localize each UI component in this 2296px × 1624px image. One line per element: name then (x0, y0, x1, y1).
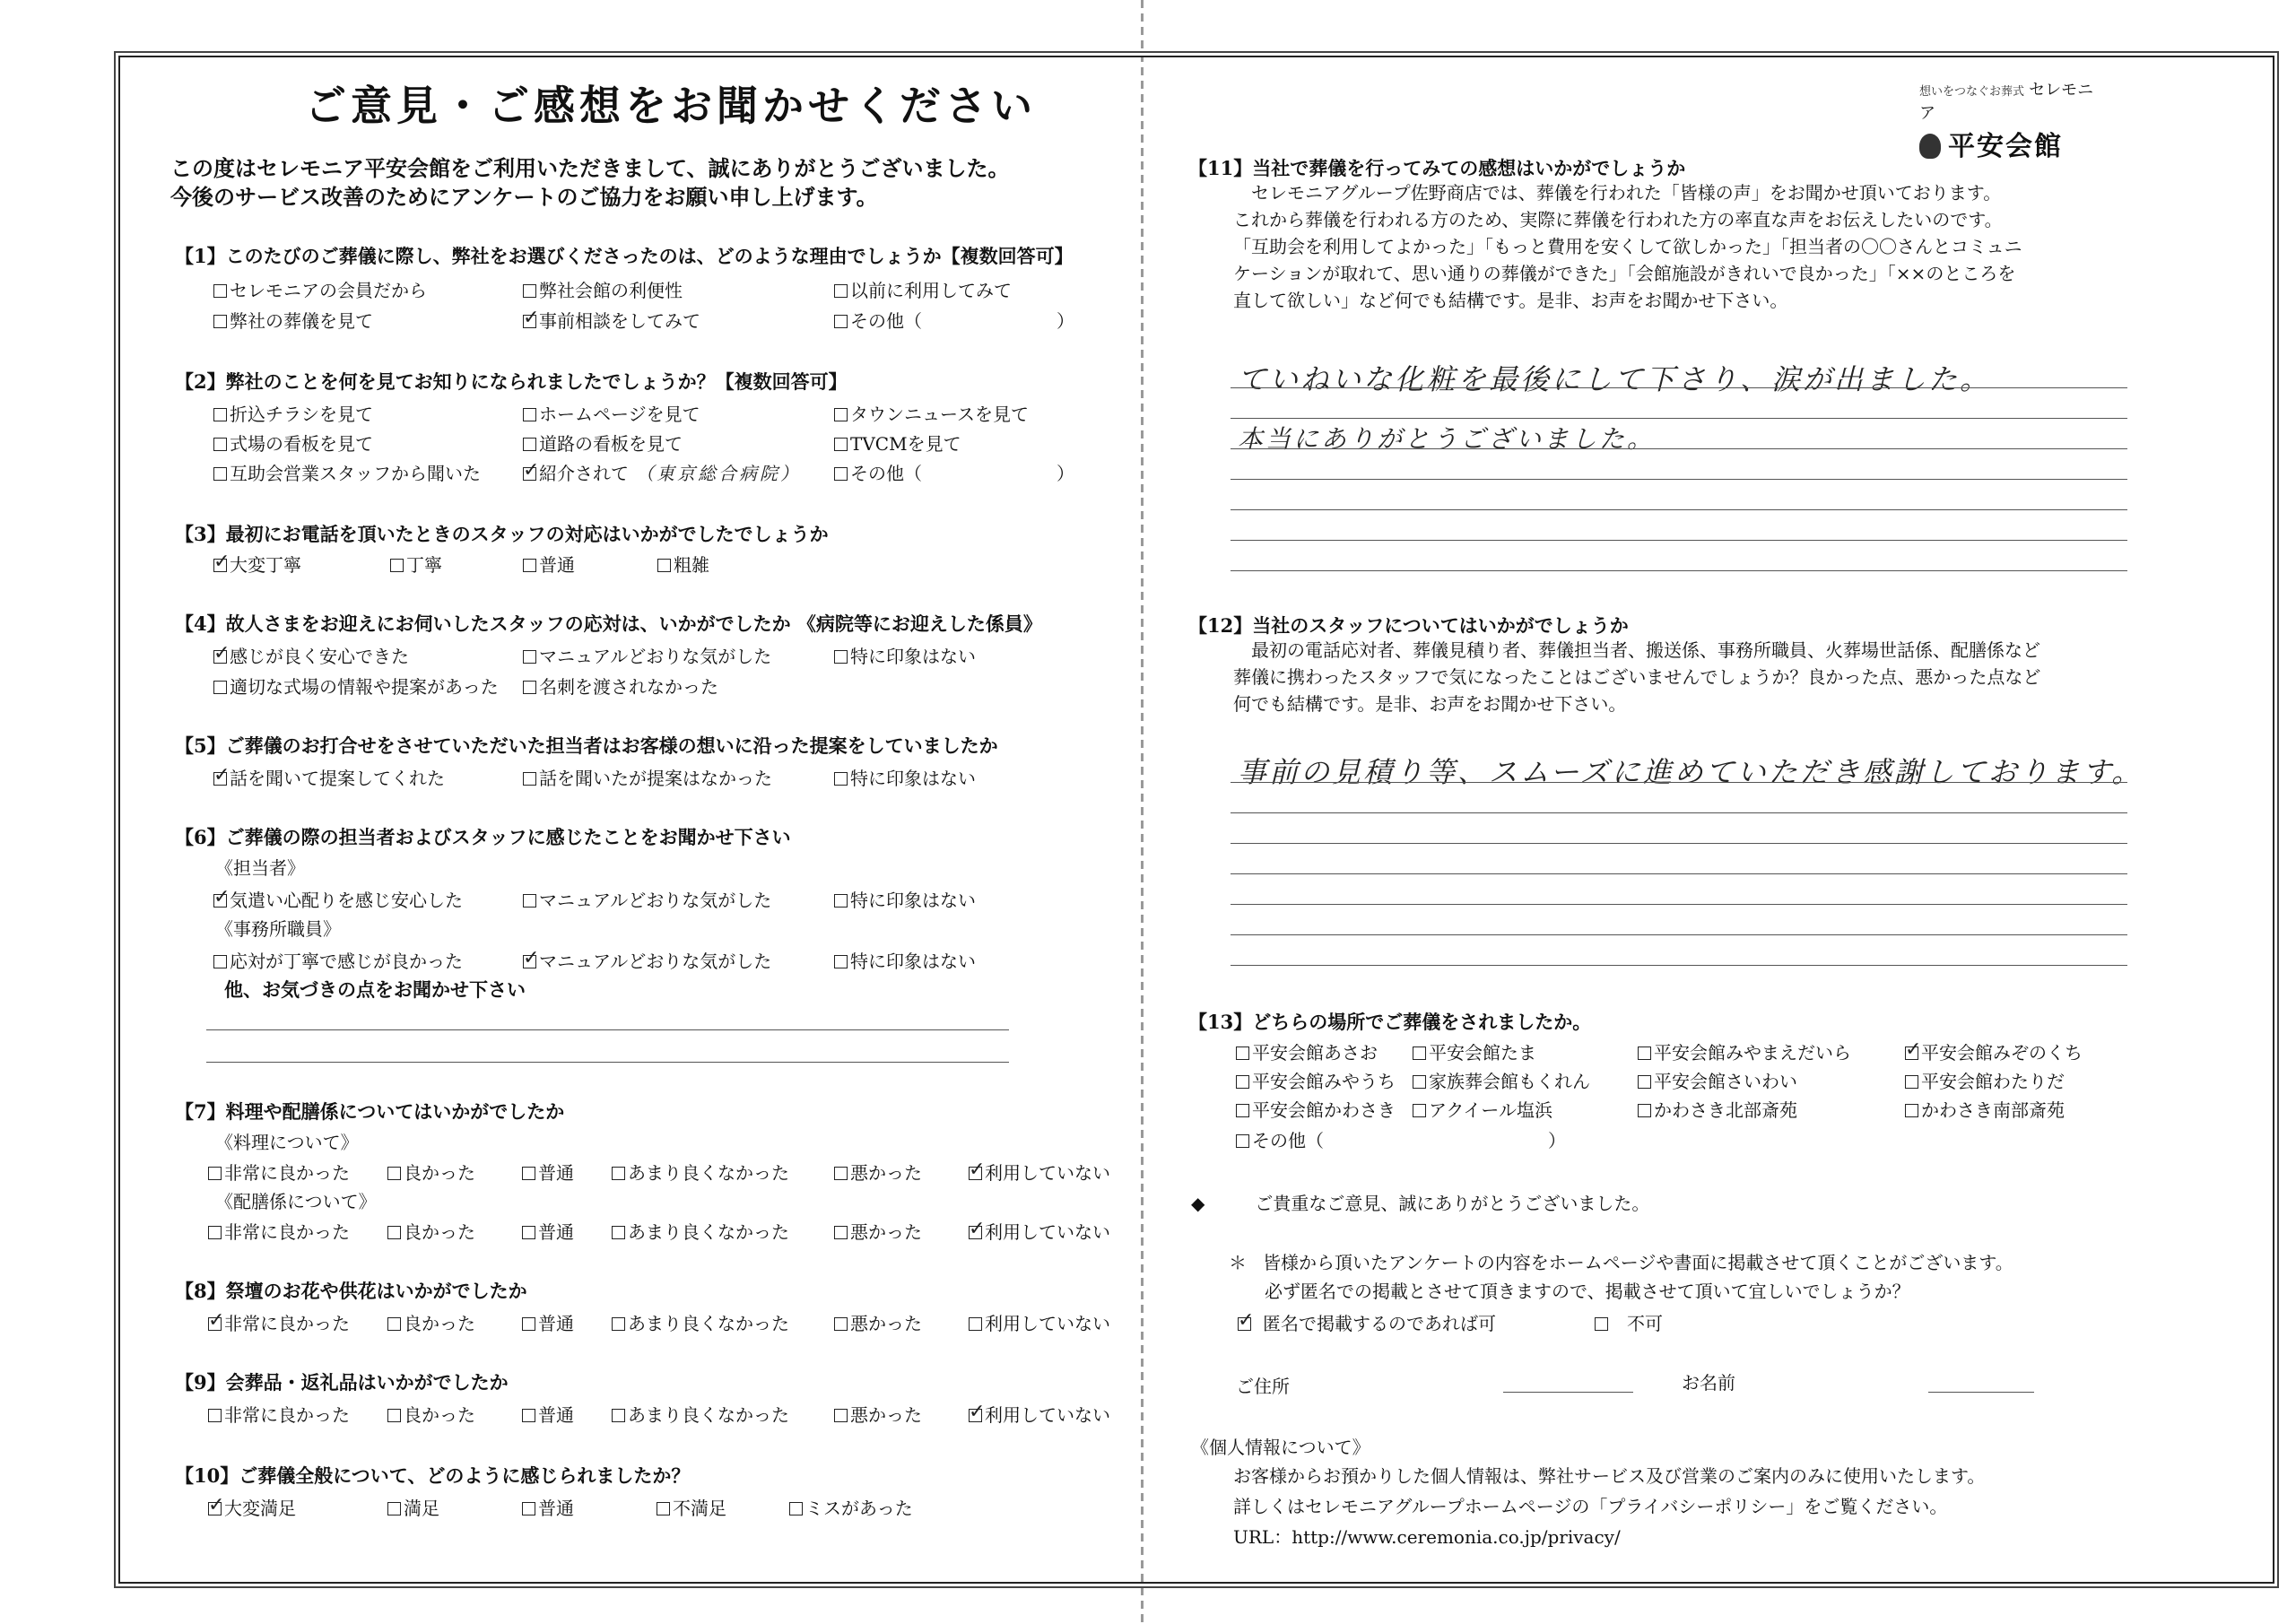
checkbox[interactable] (208, 1226, 222, 1239)
q5-title: 【5】ご葬儀のお打合せをさせていただいた担当者はお客様の想いに沿った提案をしていましたか (175, 734, 998, 757)
q7-food-option[interactable]: 非常に良かった (208, 1159, 350, 1185)
write-line[interactable] (1231, 387, 2127, 388)
checkbox[interactable] (1413, 1104, 1426, 1117)
checkbox[interactable] (213, 955, 227, 968)
address-label: ご住所 (1236, 1376, 1290, 1397)
checkbox[interactable] (387, 1502, 401, 1515)
q7-food-option[interactable]: 普通 (522, 1159, 574, 1185)
checkbox[interactable] (213, 681, 227, 694)
checkbox[interactable] (834, 1409, 848, 1422)
checkbox[interactable] (969, 1317, 982, 1331)
write-line[interactable] (1231, 782, 2127, 783)
checkbox[interactable] (523, 438, 536, 451)
q7-sub-serving: 《配膳係について》 (215, 1191, 377, 1212)
write-line[interactable] (1231, 448, 2127, 449)
checkbox[interactable] (657, 1502, 670, 1515)
q10-option[interactable]: ミスがあった (789, 1494, 913, 1520)
q1-option[interactable]: その他（ ） (834, 307, 1074, 333)
write-line[interactable] (1231, 843, 2127, 844)
privacy-url[interactable]: URL：http://www.ceremonia.co.jp/privacy/ (1233, 1526, 1621, 1548)
q1-option[interactable]: 弊社の葬儀を見て (213, 307, 373, 333)
q5-option[interactable]: 話を聞いたが提案はなかった (523, 764, 772, 790)
checkbox[interactable] (213, 559, 227, 572)
q2-option[interactable]: 式場の看板を見て (213, 430, 373, 456)
q8-option[interactable]: 普通 (522, 1309, 574, 1335)
write-line[interactable] (1231, 965, 2127, 966)
q6-other-label: 他、お気づきの点をお聞かせ下さい (224, 978, 526, 1001)
q11-title: 【11】当社で葬儀を行ってみての感想はいかがでしょうか (1188, 157, 1686, 179)
checkbox[interactable] (522, 1226, 535, 1239)
privacy-title: 《個人情報について》 (1191, 1437, 1370, 1458)
checkbox[interactable] (522, 1167, 535, 1180)
name-field[interactable] (1928, 1392, 2034, 1393)
write-line[interactable] (206, 1029, 1009, 1030)
checkbox[interactable] (522, 1317, 535, 1331)
q11-description: セレモニアグループ佐野商店では、葬儀を行われた「皆様の声」をお聞かせ頂いております。 これから葬儀を行われる方のため、実際に葬儀を行われた方の率直な声をお伝えしたいのです。 「互助会を利用してよかった」「もっと費用を安くして欲しかった」「担当者の〇〇さんとコミュニ ケーションが取れて、思い通りの葬儀ができた」「会館施設がきれいで良かった」「××のところを 直して欲しい」など何でも結構です。是非、お声をお聞かせ下さい。 (1233, 182, 2022, 311)
checkbox[interactable] (523, 955, 536, 968)
checkbox[interactable] (1595, 1317, 1608, 1331)
publish-yes-option-checked[interactable]: ✓匿名で掲載するのであれば可 (1238, 1309, 1496, 1335)
write-line[interactable] (1231, 904, 2127, 905)
handwritten-note: （東京総合病院） (636, 463, 801, 484)
q1-option[interactable]: セレモニアの会員だから (213, 276, 427, 302)
checkbox[interactable] (387, 1226, 401, 1239)
checkbox[interactable] (523, 284, 536, 298)
q7-serving-option-checked[interactable]: ✓ 利用していない (969, 1218, 1110, 1244)
q8-option[interactable]: 良かった (387, 1309, 475, 1335)
q6-option-checked[interactable]: ✓ マニュアルどおりな気がした (523, 947, 771, 973)
checkbox[interactable] (208, 1317, 222, 1331)
checkbox[interactable] (213, 408, 227, 421)
q1-option[interactable]: 以前に利用してみて (834, 276, 1012, 302)
publish-notice: ＊ 皆様から頂いたアンケートの内容をホームページや書面に掲載させて頂くことがございます。 (1229, 1252, 2013, 1273)
q1-title: 【1】このたびのご葬儀に際し、弊社をお選びくださったのは、どのような理由でしょうか【複数回答可】 (175, 245, 1074, 267)
write-line[interactable] (1231, 873, 2127, 874)
page-title: ご意見・ご感想をお聞かせください (305, 82, 1037, 130)
checkbox[interactable] (213, 315, 227, 328)
q13-option[interactable]: アクイール塩浜 (1413, 1096, 1552, 1122)
q13-option-checked[interactable]: ✓ 平安会館みぞのくち (1905, 1038, 2083, 1064)
q4-option[interactable]: 適切な式場の情報や提案があった (213, 673, 499, 699)
q7-food-option[interactable]: あまり良くなかった (612, 1159, 789, 1185)
checkbox[interactable] (390, 559, 404, 572)
checkbox[interactable] (213, 772, 227, 786)
q4-option[interactable]: 特に印象はない (834, 642, 976, 668)
q11-handwritten-answer-2: 本当にありがとうございました。 (1238, 424, 1656, 454)
q13-option[interactable]: かわさき南部斎苑 (1905, 1096, 2065, 1122)
checkbox[interactable] (1638, 1046, 1651, 1060)
q10-option[interactable]: 不満足 (657, 1494, 726, 1520)
q13-option[interactable]: 平安会館みやまえだいら (1638, 1038, 1851, 1064)
write-line[interactable] (1231, 934, 2127, 935)
address-field[interactable] (1503, 1392, 1633, 1393)
checkbox[interactable] (523, 559, 536, 572)
q3-title: 【3】最初にお電話を頂いたときのスタッフの対応はいかがでしたでしょうか (175, 523, 829, 545)
write-line[interactable] (1231, 812, 2127, 813)
publish-no-option[interactable]: 不可 (1595, 1309, 1663, 1335)
checkbox[interactable] (834, 467, 848, 481)
q9-option[interactable]: 良かった (387, 1401, 475, 1427)
checkbox[interactable] (523, 408, 536, 421)
checkbox[interactable] (1905, 1046, 1918, 1060)
q12-title: 【12】当社のスタッフについてはいかがでしょうか (1188, 614, 1629, 637)
checkbox[interactable] (213, 438, 227, 451)
write-line[interactable] (1231, 570, 2127, 571)
q8-option-checked[interactable]: ✓非常に良かった (208, 1309, 350, 1335)
checkbox[interactable] (612, 1317, 625, 1331)
write-line[interactable] (206, 1062, 1009, 1063)
checkbox[interactable] (1905, 1075, 1918, 1089)
q4-option-checked[interactable]: ✓感じが良く安心できた (213, 642, 409, 668)
q11-handwritten-answer-1: ていねいな化粧を最後にして下さり、涙が出ました。 (1238, 362, 1992, 396)
publish-question: 必ず匿名での掲載とさせて頂きますので、掲載させて頂いて宜しいでしょうか？ (1265, 1281, 1910, 1302)
checkbox[interactable] (523, 681, 536, 694)
q2-option[interactable]: その他（ ） (834, 459, 1074, 485)
checkbox[interactable] (1905, 1104, 1918, 1117)
privacy-line-1: お客様からお預かりした個人情報は、弊社サービス及び営業のご案内のみに使用いたします。 (1233, 1465, 1986, 1487)
checkbox[interactable] (834, 894, 848, 908)
write-line[interactable] (1231, 509, 2127, 510)
q7-serving-option[interactable]: 良かった (387, 1218, 475, 1244)
q6-option[interactable]: 特に印象はない (834, 947, 976, 973)
q9-title: 【9】会葬品・返礼品はいかがでしたか (175, 1371, 509, 1394)
q8-option[interactable]: 悪かった (834, 1309, 922, 1335)
q7-title: 【7】料理や配膳係についてはいかがでしたか (175, 1100, 565, 1123)
checkbox[interactable] (213, 894, 227, 908)
q2-option-checked[interactable]: ✓ 紹介されて （東京総合病院） (523, 459, 801, 485)
q2-option[interactable]: TVCMを見て (834, 430, 961, 456)
checkbox[interactable] (834, 315, 848, 328)
q10-option[interactable]: 普通 (522, 1494, 574, 1520)
checkbox[interactable] (387, 1317, 401, 1331)
q4-title: 【4】故人さまをお迎えにお伺いしたスタッフの応対は、いかがでしたか 《病院等にお迎えした係員》 (175, 612, 1042, 635)
checkbox[interactable] (1638, 1075, 1651, 1089)
q3-option-checked[interactable]: ✓大変丁寧 (213, 551, 301, 577)
checkbox[interactable] (1236, 1075, 1249, 1089)
checkbox[interactable] (1236, 1104, 1249, 1117)
checkbox[interactable] (612, 1226, 625, 1239)
checkbox[interactable] (834, 1317, 848, 1331)
q9-option[interactable]: 非常に良かった (208, 1401, 350, 1427)
checkbox[interactable] (522, 1502, 535, 1515)
q2-option[interactable]: 折込チラシを見て (213, 400, 373, 426)
q6-sub-staff: 《担当者》 (215, 857, 305, 879)
q7-serving-option[interactable]: 普通 (522, 1218, 574, 1244)
checkbox[interactable] (1236, 1134, 1249, 1148)
q13-option[interactable]: 平安会館かわさき (1236, 1096, 1396, 1122)
q13-option[interactable]: 平安会館あさお (1236, 1038, 1378, 1064)
q9-option[interactable]: あまり良くなかった (612, 1401, 789, 1427)
q8-option[interactable]: 利用していない (969, 1309, 1110, 1335)
checkbox[interactable] (522, 1409, 535, 1422)
q2-option[interactable]: 互助会営業スタッフから聞いた (213, 459, 481, 485)
q1-option[interactable]: 弊社会館の利便性 (523, 276, 683, 302)
checkbox[interactable] (523, 650, 536, 664)
checkbox[interactable] (1413, 1046, 1426, 1060)
q5-option[interactable]: 特に印象はない (834, 764, 976, 790)
checkbox[interactable] (1236, 1046, 1249, 1060)
checkbox[interactable] (969, 1167, 982, 1180)
q12-handwritten-answer: 事前の見積り等、スムーズに進めていただき感謝しております。 (1238, 755, 2144, 789)
q13-option[interactable]: その他（ ） (1236, 1126, 1566, 1152)
checkbox[interactable] (523, 772, 536, 786)
q9-option[interactable]: 悪かった (834, 1401, 922, 1427)
checkbox[interactable] (834, 1167, 848, 1180)
q6-option[interactable]: マニュアルどおりな気がした (523, 886, 771, 912)
checkbox[interactable] (208, 1409, 222, 1422)
q13-option[interactable]: 平安会館みやうち (1236, 1067, 1396, 1093)
company-logo: 想いをつなぐお葬式 セレモニア 平安会館 (1919, 81, 2094, 162)
intro-text: この度はセレモニア平安会館をご利用いただきまして、誠にありがとうございました。 今後のサービス改善のためにアンケートのご協力をお願い申し上げます。 (170, 155, 1010, 210)
write-line[interactable] (1231, 418, 2127, 419)
q13-option[interactable]: 平安会館たま (1413, 1038, 1536, 1064)
checkbox[interactable] (1413, 1075, 1426, 1089)
checkbox[interactable] (523, 894, 536, 908)
q13-option[interactable]: 平安会館さいわい (1638, 1067, 1797, 1093)
q13-option[interactable]: かわさき北部斎苑 (1638, 1096, 1797, 1122)
q9-option-checked[interactable]: ✓ 利用していない (969, 1401, 1110, 1427)
q10-option[interactable]: 満足 (387, 1494, 439, 1520)
q6-sub-office: 《事務所職員》 (215, 918, 341, 940)
q13-option[interactable]: 平安会館わたりだ (1905, 1067, 2065, 1093)
checkbox[interactable] (1638, 1104, 1651, 1117)
q8-option[interactable]: あまり良くなかった (612, 1309, 789, 1335)
q6-option-checked[interactable]: ✓気遣い心配りを感じ安心した (213, 886, 463, 912)
checkbox[interactable] (387, 1409, 401, 1422)
q3-option[interactable]: 丁寧 (390, 551, 442, 577)
q7-serving-option[interactable]: 非常に良かった (208, 1218, 350, 1244)
checkbox[interactable] (657, 559, 671, 572)
q7-serving-option[interactable]: 悪かった (834, 1218, 922, 1244)
name-label: お名前 (1682, 1372, 1735, 1394)
checkbox[interactable] (208, 1167, 222, 1180)
q6-option[interactable]: 特に印象はない (834, 886, 976, 912)
q2-title: 【2】弊社のことを何を見てお知りになられましたでしょうか？【複数回答可】 (175, 370, 848, 393)
q4-option[interactable]: マニュアルどおりな気がした (523, 642, 771, 668)
q13-title: 【13】どちらの場所でご葬儀をされましたか。 (1188, 1011, 1592, 1033)
q10-title: 【10】ご葬儀全般について、どのように感じられましたか？ (175, 1464, 691, 1487)
q2-option[interactable]: 道路の看板を見て (523, 430, 683, 456)
checkbox[interactable] (834, 408, 848, 421)
q5-option-checked[interactable]: ✓話を聞いて提案してくれた (213, 764, 445, 790)
logo-mark-icon (1919, 134, 1941, 159)
write-line[interactable] (1231, 540, 2127, 541)
q3-option[interactable]: 普通 (523, 551, 575, 577)
checkbox[interactable] (612, 1409, 625, 1422)
q6-title: 【6】ご葬儀の際の担当者およびスタッフに感じたことをお聞かせ下さい (175, 826, 791, 848)
checkbox[interactable] (1238, 1317, 1251, 1331)
q7-food-option[interactable]: 悪かった (834, 1159, 922, 1185)
q7-food-option[interactable]: 良かった (387, 1159, 475, 1185)
checkbox[interactable] (969, 1409, 982, 1422)
q13-option[interactable]: 家族葬会館もくれん (1413, 1067, 1590, 1093)
q4-option[interactable]: 名刺を渡されなかった (523, 673, 718, 699)
q7-serving-option[interactable]: あまり良くなかった (612, 1218, 789, 1244)
q2-option[interactable]: ホームページを見て (523, 400, 700, 426)
q2-option[interactable]: タウンニュースを見て (834, 400, 1029, 426)
checkbox[interactable] (789, 1502, 803, 1515)
checkbox[interactable] (834, 955, 848, 968)
q7-food-option-checked[interactable]: ✓ 利用していない (969, 1159, 1110, 1185)
checkbox[interactable] (612, 1167, 625, 1180)
checkbox[interactable] (523, 315, 536, 328)
checkbox[interactable] (213, 650, 227, 664)
q8-title: 【8】祭壇のお花や供花はいかがでしたか (175, 1280, 527, 1302)
privacy-line-2: 詳しくはセレモニアグループホームページの「プライバシーポリシー」をご覧ください。 (1233, 1496, 1948, 1517)
q12-description: 最初の電話応対者、葬儀見積り者、葬儀担当者、搬送係、事務所職員、火葬場世話係、配膳係など 葬儀に携わったスタッフで気になったことはございませんでしょうか？良かった点、悪かった点など 何でも結構です。是非、お声をお聞かせ下さい。 (1233, 639, 2041, 715)
checkbox[interactable] (213, 467, 227, 481)
diamond-bullet-icon: ◆ (1191, 1193, 1205, 1214)
q9-option[interactable]: 普通 (522, 1401, 574, 1427)
checkbox[interactable] (387, 1167, 401, 1180)
q3-option[interactable]: 粗雑 (657, 551, 709, 577)
checkbox[interactable] (834, 772, 848, 786)
write-line[interactable] (1231, 479, 2127, 480)
checkbox[interactable] (834, 438, 848, 451)
checkbox[interactable] (969, 1226, 982, 1239)
checkbox[interactable] (213, 284, 227, 298)
q6-option[interactable]: 応対が丁寧で感じが良かった (213, 947, 463, 973)
thanks-message: ◆ ご貴重なご意見、誠にありがとうございました。 (1191, 1193, 1650, 1214)
q1-option-checked[interactable]: ✓ 事前相談をしてみて (523, 307, 700, 333)
checkbox[interactable] (834, 650, 848, 664)
checkbox[interactable] (208, 1502, 222, 1515)
q7-sub-food: 《料理について》 (215, 1132, 359, 1153)
checkbox[interactable] (523, 467, 536, 481)
q10-option-checked[interactable]: ✓大変満足 (208, 1494, 296, 1520)
checkbox[interactable] (834, 1226, 848, 1239)
checkbox[interactable] (834, 284, 848, 298)
